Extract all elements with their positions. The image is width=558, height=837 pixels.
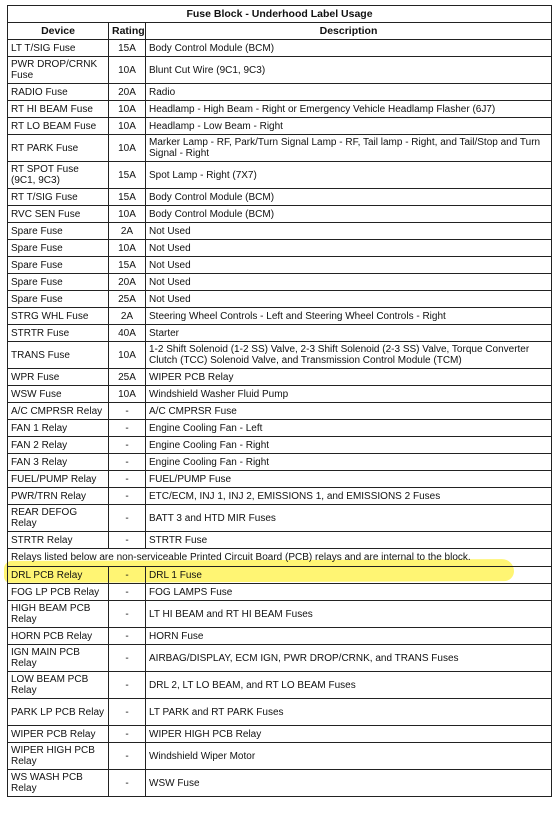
device-cell: REAR DEFOG Relay [8,505,109,532]
description-cell: Starter [146,325,552,342]
rating-cell: - [109,403,146,420]
table-row [8,699,552,726]
rating-cell: 10A [109,57,146,84]
table-row [8,162,552,189]
rating-cell: 10A [109,386,146,403]
table-row [8,567,552,584]
description-cell: Windshield Washer Fluid Pump [146,386,552,403]
device-cell: RT PARK Fuse [8,135,109,162]
table-row [8,118,552,135]
device-cell: RVC SEN Fuse [8,206,109,223]
device-cell: PWR/TRN Relay [8,488,109,505]
table-row [8,240,552,257]
table-row [8,584,552,601]
rating-cell: 15A [109,40,146,57]
description-cell: Engine Cooling Fan - Right [146,454,552,471]
column-header-rating: Rating [109,23,146,40]
description-cell: Marker Lamp - RF, Park/Turn Signal Lamp - RF, Tail lamp - Right, and Tail/Stop and Turn Signal - Right [146,135,552,162]
description-cell: STRTR Fuse [146,532,552,549]
description-cell: Headlamp - High Beam - Right or Emergency Vehicle Headlamp Flasher (6J7) [146,101,552,118]
table-row [8,420,552,437]
rating-cell: 20A [109,274,146,291]
device-cell: RT LO BEAM Fuse [8,118,109,135]
device-cell: STRTR Fuse [8,325,109,342]
rating-cell: - [109,584,146,601]
rating-cell: 15A [109,257,146,274]
rating-cell: 15A [109,189,146,206]
description-cell: Body Control Module (BCM) [146,189,552,206]
device-cell: WS WASH PCB Relay [8,770,109,797]
table-title: Fuse Block - Underhood Label Usage [8,6,552,23]
device-cell: STRG WHL Fuse [8,308,109,325]
description-cell: Not Used [146,257,552,274]
device-cell: FAN 3 Relay [8,454,109,471]
description-cell: Steering Wheel Controls - Left and Steering Wheel Controls - Right [146,308,552,325]
rating-cell: 10A [109,342,146,369]
table-row [8,189,552,206]
table-row [8,437,552,454]
table-row [8,471,552,488]
rating-cell: 10A [109,240,146,257]
rating-cell: 15A [109,162,146,189]
description-cell: Blunt Cut Wire (9C1, 9C3) [146,57,552,84]
device-cell: LOW BEAM PCB Relay [8,672,109,699]
rating-cell: 2A [109,308,146,325]
description-cell: Body Control Module (BCM) [146,40,552,57]
table-row [8,369,552,386]
description-cell: DRL 2, LT LO BEAM, and RT LO BEAM Fuses [146,672,552,699]
table-row [8,57,552,84]
rating-cell: - [109,488,146,505]
pcb-relay-rows [8,567,552,797]
device-cell: FOG LP PCB Relay [8,584,109,601]
device-cell: FUEL/PUMP Relay [8,471,109,488]
table-row [8,308,552,325]
device-cell: DRL PCB Relay [8,567,109,584]
device-cell: WIPER HIGH PCB Relay [8,743,109,770]
rating-cell: 10A [109,101,146,118]
description-cell: LT PARK and RT PARK Fuses [146,699,552,726]
rating-cell: - [109,743,146,770]
rating-cell: - [109,699,146,726]
description-cell: ETC/ECM, INJ 1, INJ 2, EMISSIONS 1, and EMISSIONS 2 Fuses [146,488,552,505]
rating-cell: 10A [109,135,146,162]
rating-cell: 25A [109,291,146,308]
description-cell: Not Used [146,223,552,240]
rating-cell: 40A [109,325,146,342]
device-cell: HORN PCB Relay [8,628,109,645]
description-cell: WSW Fuse [146,770,552,797]
table-row [8,672,552,699]
table-row [8,532,552,549]
device-cell: WIPER PCB Relay [8,726,109,743]
table-row [8,257,552,274]
table-row [8,628,552,645]
description-cell: FUEL/PUMP Fuse [146,471,552,488]
table-row [8,743,552,770]
device-cell: PWR DROP/CRNK Fuse [8,57,109,84]
description-cell: Windshield Wiper Motor [146,743,552,770]
rating-cell: - [109,471,146,488]
rating-cell: 2A [109,223,146,240]
description-cell: HORN Fuse [146,628,552,645]
description-cell: Radio [146,84,552,101]
device-cell: IGN MAIN PCB Relay [8,645,109,672]
table-row [8,135,552,162]
column-header-device: Device [8,23,109,40]
description-cell: FOG LAMPS Fuse [146,584,552,601]
device-cell: STRTR Relay [8,532,109,549]
rating-cell: - [109,532,146,549]
table-row [8,325,552,342]
rating-cell: 20A [109,84,146,101]
rating-cell: - [109,567,146,584]
device-cell: RT SPOT Fuse (9C1, 9C3) [8,162,109,189]
device-cell: TRANS Fuse [8,342,109,369]
rating-cell: - [109,505,146,532]
device-cell: A/C CMPRSR Relay [8,403,109,420]
device-cell: HIGH BEAM PCB Relay [8,601,109,628]
table-row [8,488,552,505]
description-cell: Headlamp - Low Beam - Right [146,118,552,135]
device-cell: RT HI BEAM Fuse [8,101,109,118]
table-row [8,342,552,369]
table-row [8,291,552,308]
rating-cell: - [109,420,146,437]
description-cell: Engine Cooling Fan - Left [146,420,552,437]
table-row [8,403,552,420]
table-row [8,601,552,628]
rating-cell: 25A [109,369,146,386]
rating-cell: - [109,672,146,699]
table-row [8,726,552,743]
table-row [8,454,552,471]
table-row [8,770,552,797]
fuse-table [7,5,552,797]
column-header-description: Description [146,23,552,40]
description-cell: Not Used [146,291,552,308]
device-cell: Spare Fuse [8,257,109,274]
device-cell: Spare Fuse [8,223,109,240]
table-row [8,386,552,403]
table-row [8,101,552,118]
device-cell: FAN 2 Relay [8,437,109,454]
rating-cell: - [109,601,146,628]
description-cell: BATT 3 and HTD MIR Fuses [146,505,552,532]
device-cell: Spare Fuse [8,274,109,291]
table-row [8,223,552,240]
description-cell: WIPER HIGH PCB Relay [146,726,552,743]
rating-cell: - [109,726,146,743]
description-cell: 1-2 Shift Solenoid (1-2 SS) Valve, 2-3 Shift Solenoid (2-3 SS) Valve, Torque Converter Clutch (TCC) Solenoid Valve, and Transmission Control Module (TCM) [146,342,552,369]
device-cell: Spare Fuse [8,240,109,257]
rating-cell: 10A [109,206,146,223]
device-cell: WPR Fuse [8,369,109,386]
device-cell: PARK LP PCB Relay [8,699,109,726]
device-cell: RT T/SIG Fuse [8,189,109,206]
description-cell: LT HI BEAM and RT HI BEAM Fuses [146,601,552,628]
device-cell: Spare Fuse [8,291,109,308]
table-row [8,84,552,101]
rating-cell: - [109,645,146,672]
device-cell: FAN 1 Relay [8,420,109,437]
rating-cell: - [109,628,146,645]
rating-cell: - [109,437,146,454]
table-row [8,40,552,57]
description-cell: Spot Lamp - Right (7X7) [146,162,552,189]
table-row [8,206,552,223]
description-cell: Engine Cooling Fan - Right [146,437,552,454]
pcb-note: Relays listed below are non-serviceable Printed Circuit Board (PCB) relays and are internal to the block. [8,549,552,567]
description-cell: Not Used [146,274,552,291]
device-cell: RADIO Fuse [8,84,109,101]
table-row [8,505,552,532]
rating-cell: - [109,454,146,471]
description-cell: Body Control Module (BCM) [146,206,552,223]
table-row [8,645,552,672]
description-cell: DRL 1 Fuse [146,567,552,584]
table-row [8,274,552,291]
device-cell: WSW Fuse [8,386,109,403]
description-cell: AIRBAG/DISPLAY, ECM IGN, PWR DROP/CRNK, and TRANS Fuses [146,645,552,672]
rating-cell: 10A [109,118,146,135]
description-cell: WIPER PCB Relay [146,369,552,386]
description-cell: A/C CMPRSR Fuse [146,403,552,420]
description-cell: Not Used [146,240,552,257]
rating-cell: - [109,770,146,797]
fuse-rows [8,40,552,549]
device-cell: LT T/SIG Fuse [8,40,109,57]
